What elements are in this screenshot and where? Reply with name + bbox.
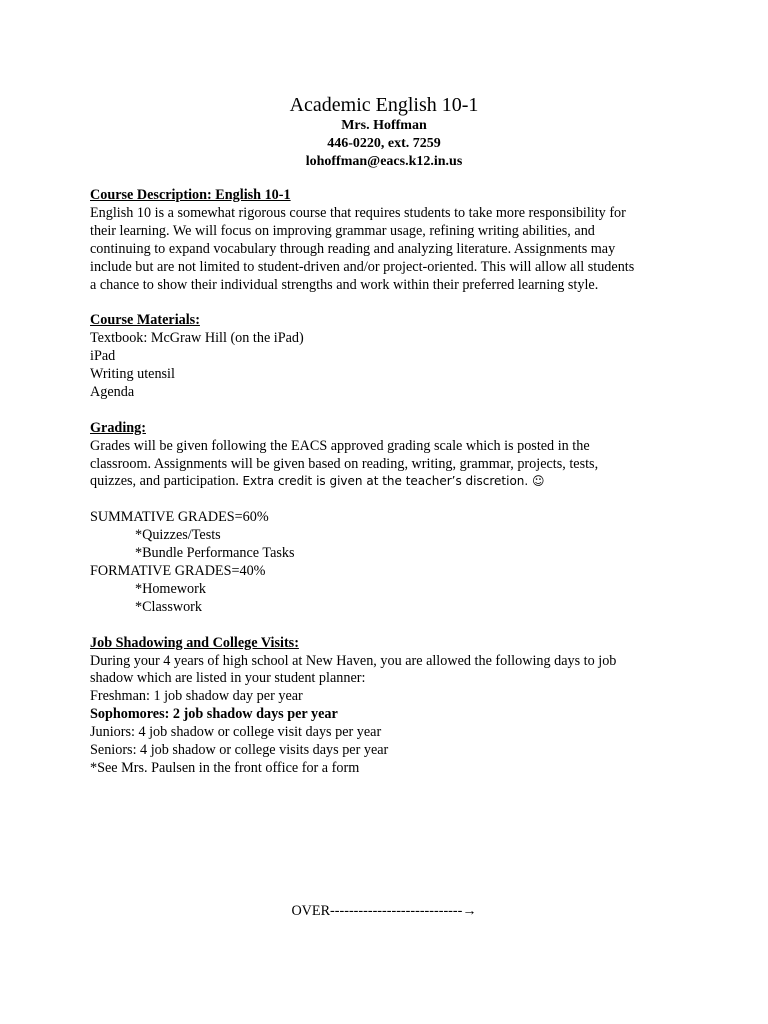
grading-line-start: quizzes, and participation. [90, 473, 243, 490]
grading-line: classroom. Assignments will be given based on reading, writing, grammar, projects, tests, [90, 455, 599, 472]
grading-heading: Grading: [90, 419, 146, 436]
juniors-rule: Juniors: 4 job shadow or college visit days per year [90, 724, 382, 741]
teacher-phone: 446-0220, ext. 7259 [327, 136, 441, 151]
teacher-name: Mrs. Hoffman [341, 118, 427, 133]
seniors-rule: Seniors: 4 job shadow or college visits days per year [90, 742, 389, 759]
description-line: include but are not limited to student-driven and/or project-oriented. This will allow all students [90, 258, 635, 275]
sophomores-rule: Sophomores: 2 job shadow days per year [90, 706, 338, 723]
spacer [90, 491, 690, 509]
course-materials-heading: Course Materials: [90, 312, 200, 329]
description-line: English 10 is a somewhat rigorous course that requires students to take more responsibility for [90, 204, 626, 221]
job-shadowing-intro: During your 4 years of high school at New Haven, you are allowed the following days to job [90, 652, 617, 669]
freshman-rule: Freshman: 1 job shadow day per year [90, 688, 303, 705]
formative-grades-label: FORMATIVE GRADES=40% [90, 562, 266, 579]
materials-item: Agenda [90, 383, 135, 400]
spacer [90, 402, 690, 420]
spacer [90, 294, 690, 312]
summative-item: *Quizzes/Tests [135, 527, 221, 544]
materials-item: iPad [90, 348, 116, 365]
description-line: continuing to expand vocabulary through reading and analyzing literature. Assignments may [90, 240, 616, 257]
job-shadowing-intro: shadow which are listed in your student planner: [90, 670, 366, 687]
materials-item: Textbook: McGraw Hill (on the iPad) [90, 330, 304, 347]
syllabus-body [90, 187, 690, 778]
teacher-email: lohoffman@eacs.k12.in.us [305, 154, 463, 169]
summative-grades-label: SUMMATIVE GRADES=60% [90, 509, 269, 526]
grading-line: Grades will be given following the EACS approved grading scale which is posted in the [90, 437, 590, 454]
materials-item: Writing utensil [90, 366, 175, 383]
course-description-heading: Course Description: English 10-1 [90, 187, 291, 203]
job-shadowing-heading: Job Shadowing and College Visits: [90, 634, 299, 651]
description-line: their learning. We will focus on improving grammar usage, refining writing abilities, and [90, 222, 595, 239]
extra-credit-note: Extra credit is given at the teacher’s discretion. ☺ [242, 474, 545, 489]
formative-item: *Classwork [135, 598, 202, 615]
formative-item: *Homework [135, 580, 206, 597]
grading-line [90, 473, 690, 491]
description-line: a chance to show their individual strengths and work within their preferred learning style. [90, 276, 599, 293]
over-indicator: OVER----------------------------→ [291, 903, 477, 919]
page-title: Academic English 10-1 [289, 94, 479, 116]
summative-item: *Bundle Performance Tasks [135, 545, 295, 562]
job-shadowing-note: *See Mrs. Paulsen in the front office for a form [90, 759, 360, 776]
spacer [90, 617, 690, 635]
